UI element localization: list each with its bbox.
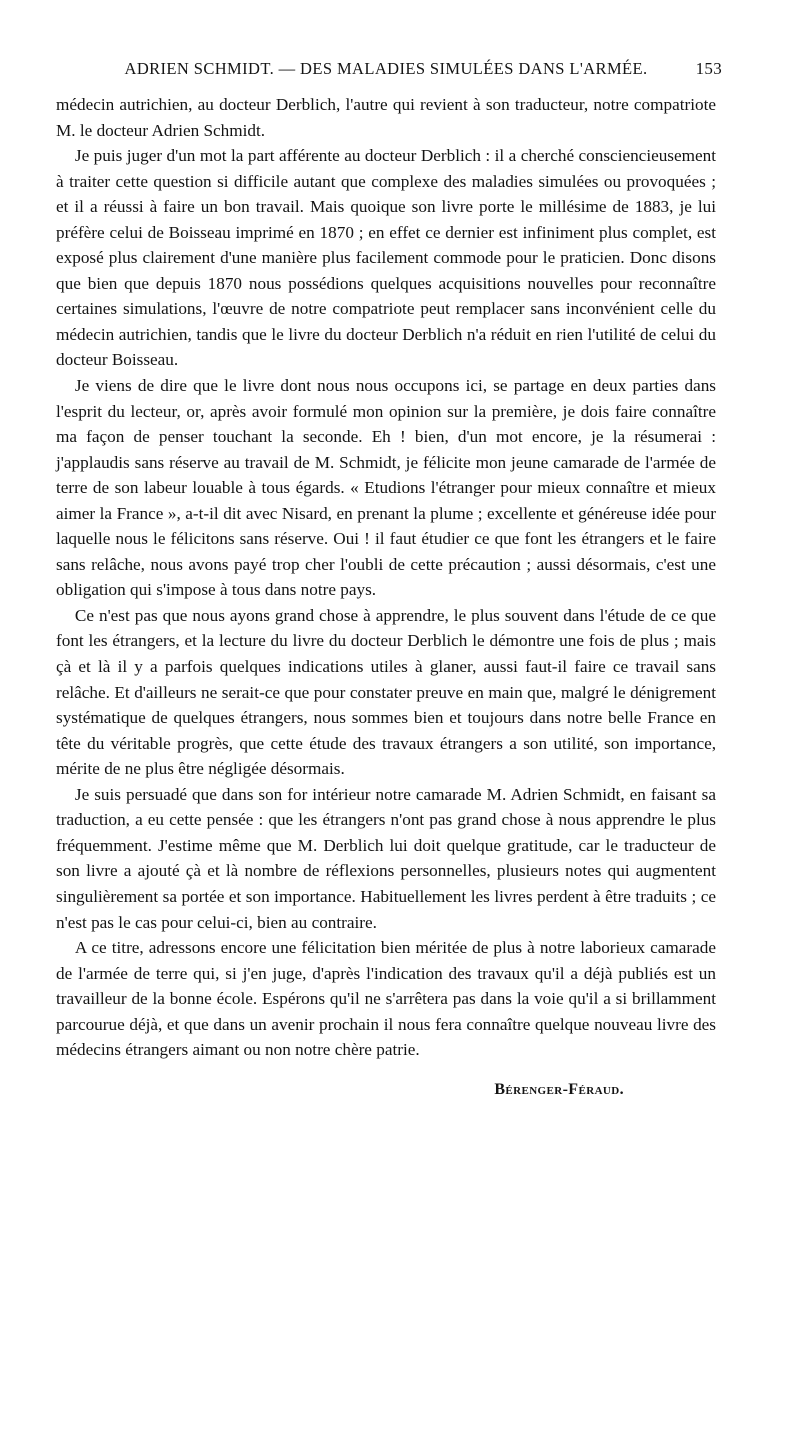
paragraph: Ce n'est pas que nous ayons grand chose à apprendre, le plus souvent dans l'étude de ce que font les étrangers, et la lecture du livre du docteur Derblich le démontre une fois de plus ; mais çà et là il y a parfois quelques indications utiles à glaner, aussi faut-il faire ce travail sans relâche. Et d'ailleurs ne serait-ce que pour constater preuve en main que, malgré le dénigrement systématique de quelques étrangers, nous sommes bien et toujours dans notre belle France en tête du véritable progrès, que cette étude des travaux étrangers a son utilité, son importance, mérite de ne plus être négligée désormais.: [56, 605, 716, 779]
paragraph: Je suis persuadé que dans son for intérieur notre camarade M. Adrien Schmidt, en faisant sa traduction, a eu cette pensée : que les étrangers n'ont pas grand chose à nous apprendre le plus fréquemment. J'estime même que M. Derblich lui doit quelque gratitude, car le traducteur de son livre a ajouté çà et là nombre de réflexions personnelles, plusieurs notes qui augmentent singulièrement sa portée et son importance. Habituellement les livres perdent à être traduits ; ce n'est pas le cas pour celui-ci, bien au contraire.: [56, 784, 716, 932]
article-body: [56, 92, 716, 1063]
page-number: 153: [695, 59, 722, 78]
paragraph: A ce titre, adressons encore une félicitation bien méritée de plus à notre laborieux camarade de l'armée de terre qui, si j'en juge, d'après l'indication des travaux qu'il a déjà publiés est un travailleur de la bonne école. Espérons qu'il ne s'arrêtera pas dans la voie qu'il a si brillamment parcourue déjà, et que dans un avenir prochain il nous fera connaître quelque nouveau livre des médecins étrangers aimant ou non notre chère patrie.: [56, 938, 716, 1060]
running-header: [56, 52, 722, 86]
paragraph: Je viens de dire que le livre dont nous nous occupons ici, se partage en deux parties dans l'esprit du lecteur, or, après avoir formulé mon opinion sur la première, je dois faire connaître ma façon de penser touchant la seconde. Eh ! bien, d'un mot encore, je la résumerai : j'applaudis sans réserve au travail de M. Schmidt, je félicite mon jeune camarade de l'armée de terre de son labeur louable à tous égards. « Etudions l'étranger pour mieux connaître et mieux aimer la France », a-t-il dit avec Nisard, en prenant la plume ; excellente et généreuse idée pour laquelle nous le félicitons sans réserve. Oui ! il faut étudier ce que font les étrangers et le faire sans relâche, nous avons payé trop cher l'oubli de cette précaution ; aussi désormais, c'est une obligation qui s'impose à tous dans notre pays.: [56, 376, 716, 600]
running-title: ADRIEN SCHMIDT. — DES MALADIES SIMULÉES DANS L'ARMÉE.: [124, 59, 648, 78]
paragraph: médecin autrichien, au docteur Derblich, l'autre qui revient à son traducteur, notre compatriote M. le docteur Adrien Schmidt.: [56, 95, 716, 140]
author-signature: Bérenger-Féraud.: [494, 1080, 624, 1098]
paragraph: Je puis juger d'un mot la part afférente au docteur Derblich : il a cherché consciencieusement à traiter cette question si difficile autant que complexe des maladies simulées ou provoquées ; et il a réussi à faire un bon travail. Mais quoique son livre porte le millésime de 1883, je lui préfère celui de Boisseau imprimé en 1870 ; en effet ce dernier est infiniment plus complet, est exposé plus clairement d'une manière plus facilement commode pour le praticien. Donc disons que bien que depuis 1870 nous possédions quelques acquisitions nouvelles pour reconnaître certaines simulations, l'œuvre de notre compatriote peut remplacer sans inconvénient celle du médecin autrichien, tandis que le livre du docteur Derblich n'a réduit en rien l'utilité de celui du docteur Boisseau.: [56, 146, 716, 370]
